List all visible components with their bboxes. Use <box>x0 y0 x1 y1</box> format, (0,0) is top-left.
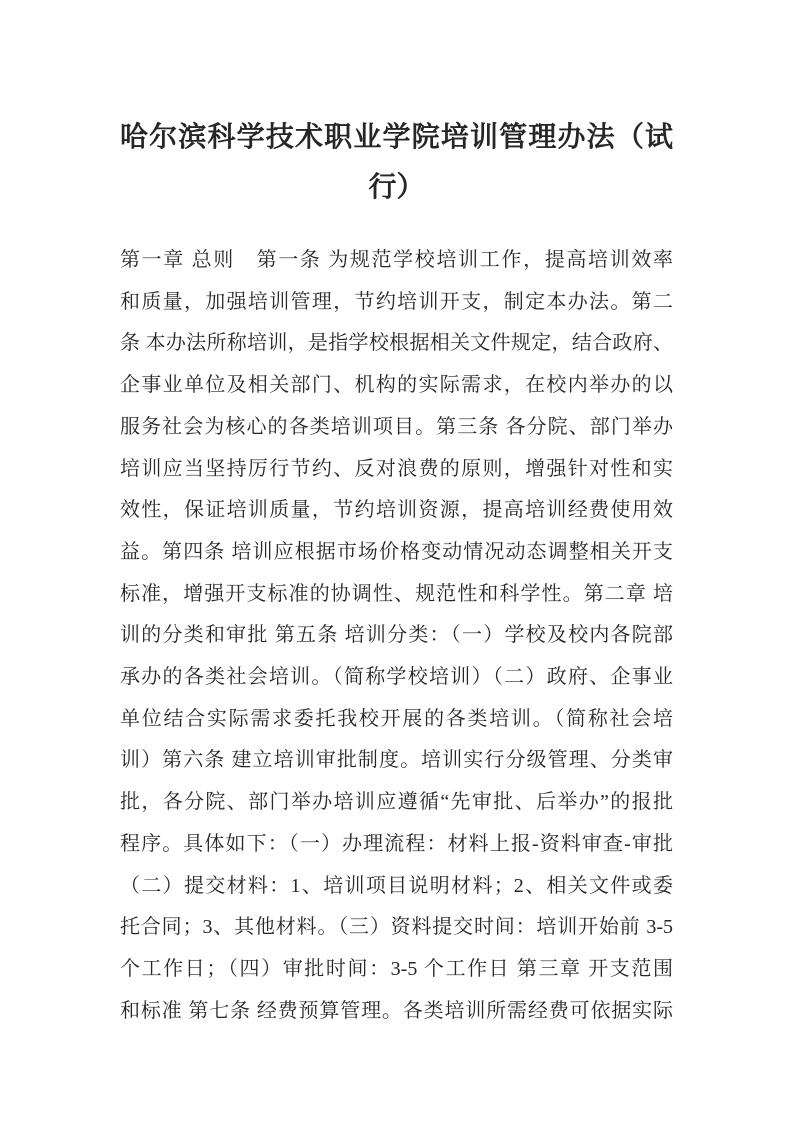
body-line: 单位结合实际需求委托我校开展的各类培训。（简称社会培 <box>120 707 673 730</box>
body-line: 企事业单位及相关部门、机构的实际需求，在校内举办的以 <box>120 374 673 397</box>
body-line: 和质量，加强培训管理，节约培训开支，制定本办法。第二 <box>120 290 673 313</box>
body-line: 服务社会为核心的各类培训项目。第三条 各分院、部门举办 <box>120 415 673 438</box>
body-line: （二）提交材料：1、培训项目说明材料；2、相关文件或委 <box>120 874 673 897</box>
title-line-1: 哈尔滨科学技术职业学院培训管理办法（试 <box>120 122 673 153</box>
body-line: 批，各分院、部门举办培训应遵循“先审批、后举办”的报批 <box>120 791 673 814</box>
body-line: 和标准 第七条 经费预算管理。各类培训所需经费可依据实际 <box>120 999 673 1022</box>
body-line: 训的分类和审批 第五条 培训分类：（一）学校及校内各院部 <box>120 624 673 647</box>
body-line: 培训应当坚持厉行节约、反对浪费的原则，增强针对性和实 <box>120 457 673 480</box>
body-line: 标准，增强开支标准的协调性、规范性和科学性。第二章 培 <box>120 582 673 605</box>
body-line: 训）第六条 建立培训审批制度。培训实行分级管理、分类审 <box>120 749 673 772</box>
title-line-2: 行） <box>368 172 425 203</box>
body-line: 承办的各类社会培训。（简称学校培训）（二）政府、企事业 <box>120 666 673 689</box>
body-line: 托合同；3、其他材料。（三）资料提交时间：培训开始前 3-5 <box>120 916 673 939</box>
body-line: 效性，保证培训质量，节约培训资源，提高培训经费使用效 <box>120 499 673 522</box>
body-line: 益。第四条 培训应根据市场价格变动情况动态调整相关开支 <box>120 540 673 563</box>
document-body <box>120 240 673 1032</box>
body-line: 个工作日；（四）审批时间：3-5 个工作日 第三章 开支范围 <box>120 957 673 980</box>
document-title <box>120 113 673 213</box>
body-line: 条 本办法所称培训，是指学校根据相关文件规定，结合政府、 <box>120 332 673 355</box>
body-line: 第一章 总则 第一条 为规范学校培训工作，提高培训效率 <box>120 249 673 271</box>
document-content <box>120 0 673 1032</box>
body-line: 程序。具体如下：（一）办理流程：材料上报-资料审查-审批 <box>120 832 673 855</box>
